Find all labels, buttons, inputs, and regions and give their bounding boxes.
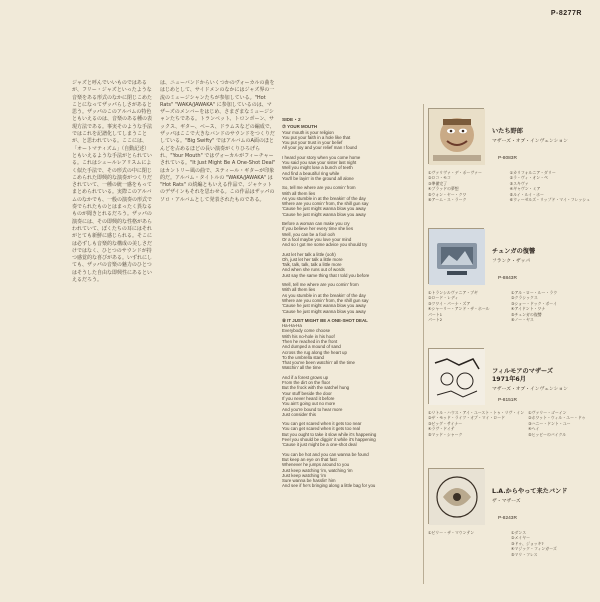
lyric-line: 'Cause he just might wanna blow you away — [282, 206, 366, 212]
lyric-line: You'll be layin' in the ground all alone — [282, 175, 354, 181]
track-item: ⑤マリ・フレス — [511, 551, 538, 557]
lyric-line: Watchin' all the time — [282, 365, 321, 371]
track-item: ④ヘイ — [528, 426, 540, 432]
album-title: フィルモアのマザーズ 1971年6月 — [492, 368, 554, 383]
lyric-line: Oh, just let her talk a little more — [282, 256, 343, 262]
track-item: ②ホワット・ウィル・ユー・ドゥ — [528, 415, 586, 421]
lyric-line: As you stumble in at the breakin' of the day — [282, 292, 366, 298]
album-entry — [428, 106, 590, 223]
lyric-line: Where are you comin' from, the shill gun say — [282, 201, 369, 207]
album-artist: ザ・マザーズ — [492, 499, 521, 504]
track-item: ⑥ノー・ヤス — [511, 317, 534, 323]
album-artist: フランク・ザッパ — [492, 259, 531, 264]
lyric-line: 'Cause he just might wanna blow you away — [282, 308, 366, 314]
track-item: ①ヴァリー・ゴーイン — [528, 410, 567, 415]
track-item: ③ビッグ・サイナー — [428, 420, 463, 426]
lyric-line: And dumped a mound of sand — [282, 344, 341, 350]
catalog-number: P-8277R — [550, 10, 582, 17]
lyric-line: And when she runs out of words — [282, 267, 345, 273]
track-item: ④アイドント・ワナ — [511, 306, 546, 312]
album-catalog-number: P-8243R — [498, 516, 517, 521]
lyric-line: All your joy and your relief man I found — [282, 145, 357, 151]
track-item: ③ドゥ、ジョッキ? — [511, 540, 544, 546]
song-title: ⑧ IT JUST MIGHT BE A ONE-SHOT DEAL — [282, 317, 368, 323]
track-item: ④マジック・フィンガーズ — [511, 546, 557, 552]
album-title: L.A.からやって来たバンド — [492, 488, 568, 495]
lyric-line: I heard your story when you come home — [282, 154, 361, 160]
lyric-stanza — [282, 323, 418, 371]
track-item: ④ラヴ・ドイテ — [428, 426, 455, 432]
lyric-stanza — [282, 221, 418, 247]
lyric-line: Where are you comin' from, the shill gun say — [282, 297, 369, 303]
lyric-line: If you believe her every time she lies — [282, 226, 354, 232]
lyric-stanza — [282, 130, 418, 151]
track-item: ③準備完了 — [428, 180, 448, 186]
track-item: ①ビリー・ザ・マウンテン — [428, 530, 475, 535]
liner-notes-column-2: は、ニューバンドからいくつかのヴォーカルの曲をはじめとして、サイドメンのなかにはジャズ界の一流のミュージシャンたちが参加している。"Hot Rats" "WAKA/JAWAKA" に参加しているのは、マザーズのメンバーをはじめ、さまざまなミュージシャンたちである。トランペット、トロンボーン、サックス、ギター、ベース、ドラムスなどの編成で、ザッパはここで大きなバンドのサウンドをつくりだしている。"Big Swifty" ではアルバムのA面のほとんどを占めるほどの長い演奏がくりひろげられ、"Your Mouth" ではヴォーカルがフィーチャーされている。"It Just Might Be A One-Shot Deal" はカントリー風の曲で、スティール・ギターが印象的だ。アルバム・タイトルの "WAKA/JAWAKA" は "Hot Rats" の続編ともいえる作品で、ジャケットのデザインもそれを思わせる。この作品はザッパのソロ・アルバムとして発表されたものである。 — [160, 80, 278, 203]
track-item: ④シャーリー・アンド・ザ・ホール — [428, 306, 490, 312]
album-artist: マザーズ・オブ・インヴェンション — [492, 139, 568, 144]
track-list — [428, 290, 590, 322]
lyric-line: Well, you can be a fool ooh — [282, 231, 335, 237]
track-item: ⑥アーム・ス・ラーク — [428, 197, 467, 203]
lyric-line: And you're bound to hear more — [282, 406, 343, 412]
lyric-line: That you've been watchin' all the time — [282, 360, 355, 366]
lyric-line: You can get scared when it gets too real — [282, 426, 360, 432]
lyric-line: From the dirt on the floor — [282, 380, 331, 386]
lyric-line: Sure wanna be hasslin' him — [282, 478, 336, 484]
lyric-line: You put your trust in your belief — [282, 140, 343, 146]
lyric-stanza — [282, 155, 418, 181]
lyric-line: 'Cause he just might wanna blow you away — [282, 211, 366, 217]
track-item: ③ツワイ・パーナ・ズア — [428, 300, 471, 306]
lyric-line: If you never heard it before — [282, 395, 335, 401]
lyric-line: Your mouth is your religion — [282, 129, 334, 135]
lyric-line: But the frock with the satchel hung — [282, 385, 350, 391]
album-title: チュンガの復讐 — [492, 248, 536, 255]
lyric-line: To the umbrella stand — [282, 354, 324, 360]
lyric-line: And if a forest grows up — [282, 374, 329, 380]
lyric-line: Before a woman can make you cry — [282, 221, 350, 227]
track-item: ⑤チュンガの復讐 — [511, 311, 542, 317]
album-entry — [428, 466, 590, 583]
lyric-line: Just keep watching 'im — [282, 472, 327, 478]
track-list — [428, 170, 590, 202]
lyric-line: Then he reached in the front — [282, 338, 338, 344]
lyric-line: And find a beautiful ring while — [282, 170, 340, 176]
track-item: ④ギャヴン・ミア — [509, 186, 541, 192]
lyric-stanza — [282, 252, 418, 278]
lyric-line: Just consider this — [282, 411, 316, 417]
track-item: ①カリフォルニア・ダリー — [509, 170, 556, 175]
track-item: ③ハニー・ドント・ユー — [528, 420, 571, 426]
track-item: ①トランシルヴァニア・ブギ — [428, 290, 478, 295]
lyric-line: You can be hot and you can wanna be found — [282, 451, 369, 457]
album-cover-image — [428, 468, 484, 524]
lyric-line: But keep an eye on that fast — [282, 456, 337, 462]
lyric-line: You ain't going out no more — [282, 401, 336, 407]
lyric-line: 'Cause he just might wanna blow you away — [282, 303, 366, 309]
lyric-stanza — [282, 282, 418, 314]
track-item: ②ロコ・モコ — [428, 175, 451, 181]
album-catalog-number: P-8843R — [498, 276, 517, 281]
track-item: ②ラ・ヴィ・オン・ペ — [509, 175, 548, 181]
lyric-line: With all them lies — [282, 287, 316, 293]
lyric-line: And so I got me some advice you should try — [282, 242, 368, 248]
track-item: ①ヴァリヴァ・デ・ポーヴァー — [428, 170, 482, 175]
lyric-line: Across the rug along the heart up — [282, 349, 347, 355]
track-list — [428, 530, 590, 557]
side-label: SIDE・2 — [282, 118, 301, 123]
track-item: パート1 — [428, 311, 443, 317]
album-catalog-list — [428, 106, 590, 591]
lyric-line: With all them lies — [282, 190, 316, 196]
track-item: ①ダンス — [511, 530, 527, 535]
liner-notes-column-1: ジャズと呼んでいいものではあるが、フリー・ジャズといったような音楽をある形式のなかに閉じこめたことになってザッパらしさがあると思う。ザッパのこのアルバムの特色ともいえるのは、音楽のある種の表現方法である。事実そのような手法ではこれを記譜化してしまうことが、と思われている。ここには、「オートマティズム」（自動記述）ともいえるような手法がとられている。これはシュールレアリスムによく似た手法で、その形式の中に閉じこめられた即興的な演奏がつくりだされていて、一種の統一感をもってまとめられている。実際このアルバムのなかでも、一般の演奏の形式で奏でられたものとはまったく異なるものが聞きとれるだろう。ザッパの演奏には、その即興的な性格があらわれていて、ぼくたちの耳にはそれがとても新鮮に感じられる。そこには必ずしも音楽的な構成の美しさだけではなく、ひとつのサウンドが持つ感覚的な喜びがある。いずれにしても、ザッパの音楽の魅力のひとつはそうした自由な即興性にあるといえるだろう。 — [72, 80, 153, 284]
lyric-line: As you stumble in at the breakin' of the day — [282, 195, 366, 201]
lyric-stanza — [282, 452, 418, 489]
track-item — [428, 552, 507, 557]
track-item: ⑤マッド・シャーク — [428, 431, 463, 437]
lyric-line: Whenever he jumps around to you — [282, 462, 350, 468]
album-cover-image — [428, 228, 484, 284]
lyric-line: With his no-hole in his hoof — [282, 333, 335, 339]
track-item: ④ブラッドの夢想 — [428, 186, 459, 192]
lyric-line: Feel you should be diggin' it while it's happening — [282, 437, 376, 443]
lyric-stanza — [282, 421, 418, 447]
album-title: いたち野郎 — [492, 128, 523, 135]
lyric-line: Well, tell me where are you comin' from — [282, 282, 359, 288]
lyric-line: Ha-Ha-Ha — [282, 323, 302, 329]
track-item: ②ロード・レディ — [428, 295, 459, 301]
lyric-line: You put your faith in a hole like that — [282, 134, 351, 140]
album-cover-image — [428, 108, 484, 164]
lyric-line: But you ought to take it slow while it's happening — [282, 431, 377, 437]
track-item: ⑤ルイ・ルイ・ホー — [509, 191, 544, 197]
track-item: ①アル・ロー・ルー・ラウ — [511, 290, 558, 295]
lyric-stanza — [282, 185, 418, 217]
track-item: ⑤ヒッピーのバイクル — [528, 431, 567, 437]
album-catalog-number: P-8083R — [498, 156, 517, 161]
album-catalog-number: P-8151R — [498, 398, 517, 403]
album-entry — [428, 346, 590, 463]
track-item: ⑥ウィーゼルズ・リップド・マイ・フレッシュ — [509, 197, 590, 203]
lyric-line: Just keep watching 'im, watching 'im — [282, 467, 353, 473]
lyric-line: Or a fool maybe you love your mind — [282, 236, 352, 242]
lyric-line: 'Cause it just might be a one-shot deal — [282, 442, 357, 448]
album-entry — [428, 226, 590, 343]
song-title: ⑦ YOUR MOUTH — [282, 124, 318, 130]
album-artist: マザーズ・オブ・インヴェンション — [492, 387, 568, 392]
lyric-line: Just let her talk a little (ooh) — [282, 251, 336, 257]
track-item: ②メイヤー — [511, 535, 530, 541]
lyric-line: You said you saw your sister last night — [282, 160, 357, 166]
lyric-line: Everybody come choose — [282, 328, 331, 334]
track-item: ②クラシックス — [511, 295, 538, 301]
column-divider — [423, 104, 424, 584]
track-list — [428, 410, 590, 437]
lyric-stanza — [282, 375, 418, 417]
track-item: パート2 — [428, 317, 443, 323]
track-item: ③スキヴァ — [509, 180, 529, 186]
track-item: ②ザ・モッド・ライツ・オブ・マイ・ロード — [428, 415, 505, 421]
lyrics-section — [282, 118, 418, 588]
lyric-line: Well you might lose a bunch of teeth — [282, 165, 353, 171]
lyric-line: And see if he's bringing along a little bag for you — [282, 483, 376, 489]
lyric-line: So, tell me where are you comin' from — [282, 185, 356, 191]
lyric-line: You can get scared when it gets too near — [282, 421, 362, 427]
track-item: ①リトル・ハウス・アイ・ユースト・トゥ・リヴ・イン — [428, 410, 525, 415]
track-item: ③ショー・ドック・ボーイ — [511, 300, 558, 306]
lyric-line: Just say the same thing that I told you before — [282, 272, 370, 278]
lyric-line: Talk, talk, talk, talk a little more — [282, 262, 342, 268]
track-item: ⑤ウォン・ヤー・クワ — [428, 191, 467, 197]
album-cover-image — [428, 348, 484, 404]
lyric-line: Your stuff beside the door — [282, 390, 332, 396]
